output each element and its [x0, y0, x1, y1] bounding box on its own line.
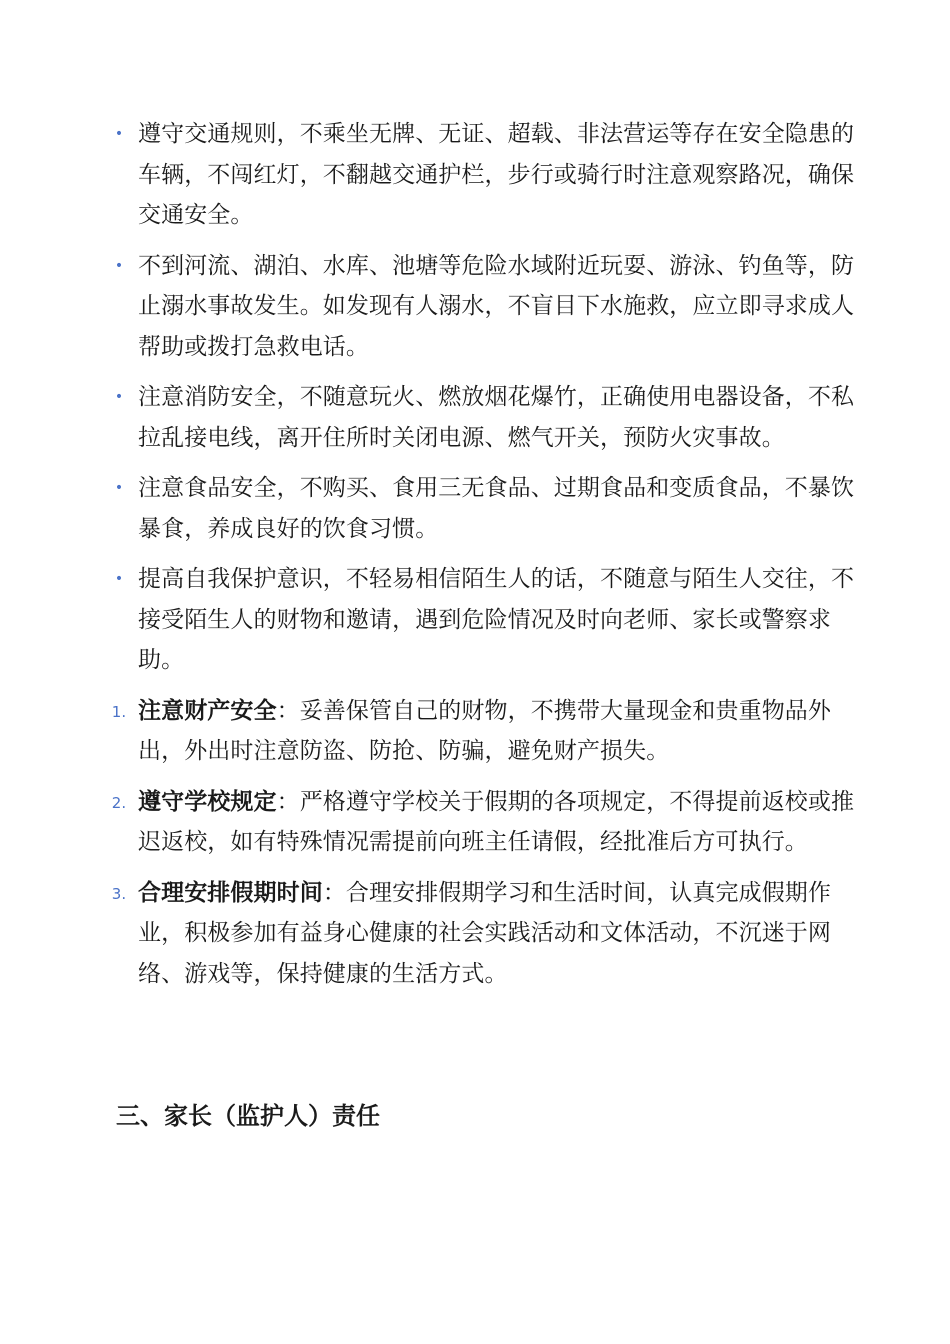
bullet-marker: • [114, 257, 124, 274]
list-item-text: 不到河流、湖泊、水库、池塘等危险水域附近玩耍、游泳、钓鱼等，防止溺水事故发生。如发现有人溺水，不盲目下水施救，应立即寻求成人帮助或拨打急救电话。 [138, 252, 855, 360]
list-item [108, 559, 860, 681]
number-marker: 3. [111, 884, 127, 903]
bullet-marker: • [114, 389, 124, 405]
bullet-marker: • [114, 571, 124, 587]
item-description: ：妥善保管自己的财物，不携带大量现金和贵重物品外出，外出时注意防盗、防抢、防骗，避免财产损失。 [138, 697, 832, 764]
numbered-list-item [108, 782, 860, 863]
item-title: 注意财产安全 [138, 697, 277, 724]
list-item-text: 注意消防安全，不随意玩火、燃放烟花爆竹，正确使用电器设备，不私拉乱接电线，离开住所时关闭电源、燃气开关，预防火灾事故。 [138, 384, 855, 451]
bullet-marker: • [114, 126, 124, 142]
safety-rules-list [108, 114, 860, 1004]
numbered-list-item [108, 691, 860, 772]
number-marker: 2. [111, 793, 127, 812]
list-item [108, 246, 860, 368]
list-item-text: 提高自我保护意识，不轻易相信陌生人的话，不随意与陌生人交往，不接受陌生人的财物和邀请，遇到危险情况及时向老师、家长或警察求助。 [138, 566, 855, 673]
list-item-text: 遵守交通规则，不乘坐无牌、无证、超载、非法营运等存在安全隐患的车辆，不闯红灯，不翻越交通护栏，步行或骑行时注意观察路况，确保交通安全。 [138, 121, 855, 228]
item-title: 遵守学校规定 [138, 788, 277, 815]
item-title: 合理安排假期时间 [138, 879, 323, 906]
numbered-list-item [108, 873, 860, 995]
bullet-marker: • [114, 480, 124, 496]
list-item [108, 468, 860, 549]
list-item [108, 377, 860, 458]
item-description: ：合理安排假期学习和生活时间，认真完成假期作业，积极参加有益身心健康的社会实践活动和文体活动，不沉迷于网络、游戏等，保持健康的生活方式。 [138, 879, 832, 987]
list-item [108, 114, 860, 236]
section-heading: 三、家长（监护人）责任 [116, 1102, 380, 1130]
number-marker: 1. [111, 702, 127, 721]
item-description: ：严格遵守学校关于假期的各项规定，不得提前返校或推迟返校，如有特殊情况需提前向班主任请假，经批准后方可执行。 [138, 788, 855, 855]
list-item-text: 注意食品安全，不购买、食用三无食品、过期食品和变质食品，不暴饮暴食，养成良好的饮食习惯。 [138, 475, 855, 542]
